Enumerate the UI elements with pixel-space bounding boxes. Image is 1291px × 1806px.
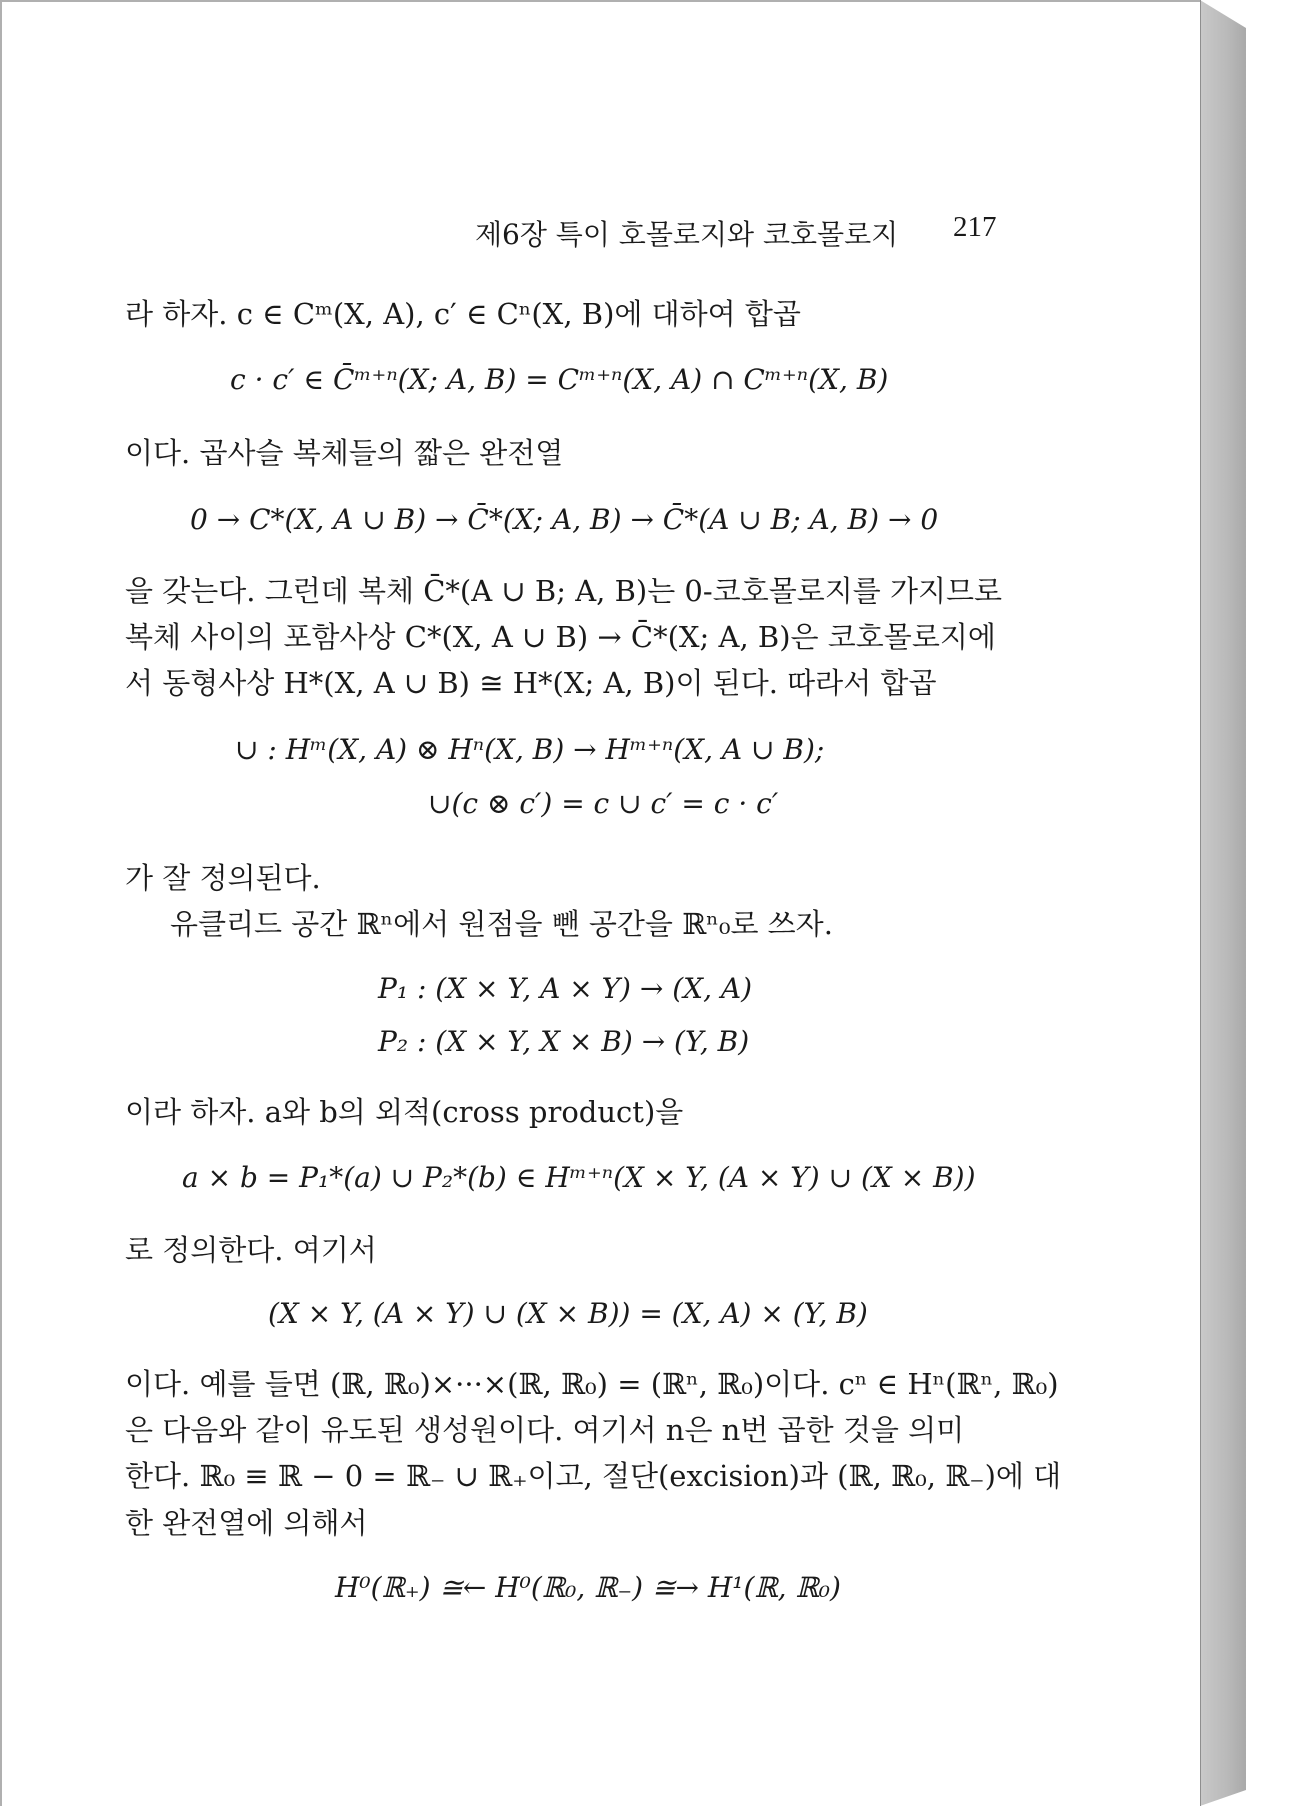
text-line: 로 정의한다. 여기서 bbox=[125, 1233, 377, 1267]
text-line: 라 하자. c ∈ Cᵐ(X, A), c′ ∈ Cⁿ(X, B)에 대하여 합곱 bbox=[125, 297, 801, 331]
text-line: 가 잘 정의된다. bbox=[125, 861, 321, 895]
text-line: 이다. 곱사슬 복체들의 짧은 완전열 bbox=[125, 436, 564, 470]
equation-line: P₁ : (X × Y, A × Y) → (X, A) bbox=[378, 972, 753, 1005]
text-line: 복체 사이의 포함사상 C*(X, A ∪ B) → C̄*(X; A, B)은 코호몰로지에 bbox=[125, 620, 996, 654]
equation-line: a × b = P₁*(a) ∪ P₂*(b) ∈ Hᵐ⁺ⁿ(X × Y, (A × Y) ∪ (X × B)) bbox=[182, 1161, 976, 1194]
page-number: 217 bbox=[953, 211, 997, 243]
text-line: 이다. 예를 들면 (ℝ, ℝ₀)×···×(ℝ, ℝ₀) = (ℝⁿ, ℝ₀)이다. cⁿ ∈ Hⁿ(ℝⁿ, ℝ₀) bbox=[125, 1367, 1059, 1401]
page-border-left bbox=[0, 0, 2, 1806]
equation-line: P₂ : (X × Y, X × B) → (Y, B) bbox=[378, 1025, 750, 1058]
text-line: 이라 하자. a와 b의 외적(cross product)을 bbox=[125, 1095, 684, 1129]
text-line: 을 갖는다. 그런데 복체 C̄*(A ∪ B; A, B)는 0-코호몰로지를 가지므로 bbox=[125, 574, 1003, 608]
equation-line: ∪ : Hᵐ(X, A) ⊗ Hⁿ(X, B) → Hᵐ⁺ⁿ(X, A ∪ B); bbox=[235, 733, 825, 766]
text-line: 한다. ℝ₀ ≡ ℝ − 0 = ℝ₋ ∪ ℝ₊이고, 절단(excision)과 (ℝ, ℝ₀, ℝ₋)에 대 bbox=[125, 1459, 1062, 1493]
equation-line: c · c′ ∈ C̄ᵐ⁺ⁿ(X; A, B) = Cᵐ⁺ⁿ(X, A) ∩ Cᵐ⁺ⁿ(X, B) bbox=[230, 363, 889, 396]
text-line: 서 동형사상 H*(X, A ∪ B) ≅ H*(X; A, B)이 된다. 따라서 합곱 bbox=[125, 666, 937, 700]
equation-line: 0 → C*(X, A ∪ B) → C̄*(X; A, B) → C̄*(A ∪ B; A, B) → 0 bbox=[190, 503, 939, 536]
page-edge-line bbox=[1200, 0, 1201, 1806]
running-header-title: 제6장 특이 호몰로지와 코호몰로지 bbox=[475, 218, 899, 251]
text-line: 은 다음와 같이 유도된 생성원이다. 여기서 n은 n번 곱한 것을 의미 bbox=[125, 1413, 965, 1447]
equation-line: H⁰(ℝ₊) ≅← H⁰(ℝ₀, ℝ₋) ≅→ H¹(ℝ, ℝ₀) bbox=[335, 1571, 841, 1604]
text-line: 한 완전열에 의해서 bbox=[125, 1506, 368, 1540]
equation-line: ∪(c ⊗ c′) = c ∪ c′ = c · c′ bbox=[428, 787, 779, 820]
book-page-edge bbox=[1200, 0, 1246, 1806]
page-border-top bbox=[0, 0, 1200, 2]
text-line: 유클리드 공간 ℝⁿ에서 원점을 뺀 공간을 ℝⁿ₀로 쓰자. bbox=[170, 907, 833, 941]
equation-line: (X × Y, (A × Y) ∪ (X × B)) = (X, A) × (Y, B) bbox=[268, 1297, 868, 1330]
